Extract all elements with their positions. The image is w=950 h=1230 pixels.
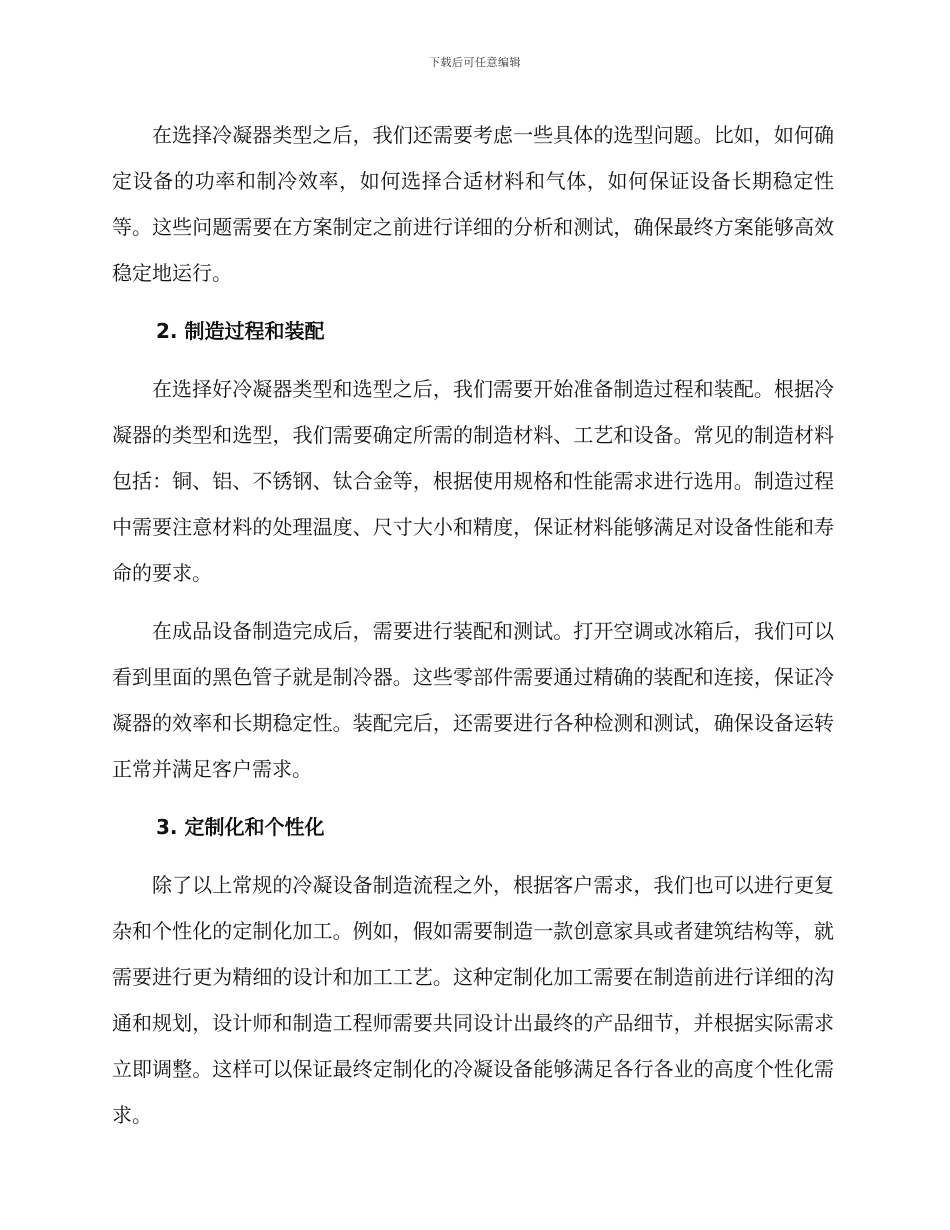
- paragraph-selection-issues: 在选择冷凝器类型之后，我们还需要考虑一些具体的选型问题。比如，如何确定设备的功率和制冷效率，如何选择合适材料和气体，如何保证设备长期稳定性等。这些问题需要在方案制定之前进行详细的分析和测试，确保最终方案能够高效稳定地运行。: [112, 123, 834, 285]
- paragraph-assembly-testing: 在成品设备制造完成后，需要进行装配和测试。打开空调或冰箱后，我们可以看到里面的黑色管子就是制冷器。这些零部件需要通过精确的装配和连接，保证冷凝器的效率和长期稳定性。装配完后，还需要进行各种检测和测试，确保设备运转正常并满足客户需求。: [112, 619, 834, 781]
- document-body: [112, 112, 834, 1138]
- section-heading-manufacturing: 2. 制造过程和装配: [156, 319, 325, 343]
- paragraph-customization: 除了以上常规的冷凝设备制造流程之外，根据客户需求，我们也可以进行更复杂和个性化的定制化加工。例如，假如需要制造一款创意家具或者建筑结构等，就需要进行更为精细的设计和加工工艺。这种定制化加工需要在制造前进行详细的沟通和规划，设计师和制造工程师需要共同设计出最终的产品细节，并根据实际需求立即调整。这样可以保证最终定制化的冷凝设备能够满足各行各业的高度个性化需求。: [112, 873, 834, 1127]
- section-heading-customization: 3. 定制化和个性化: [156, 815, 325, 839]
- page-header: 下载后可任意编辑: [429, 56, 521, 69]
- paragraph-manufacturing-materials: 在选择好冷凝器类型和选型之后，我们需要开始准备制造过程和装配。根据冷凝器的类型和选型，我们需要确定所需的制造材料、工艺和设备。常见的制造材料包括：铜、铝、不锈钢、钛合金等，根据使用规格和性能需求进行选用。制造过程中需要注意材料的处理温度、尺寸大小和精度，保证材料能够满足对设备性能和寿命的要求。: [112, 377, 834, 585]
